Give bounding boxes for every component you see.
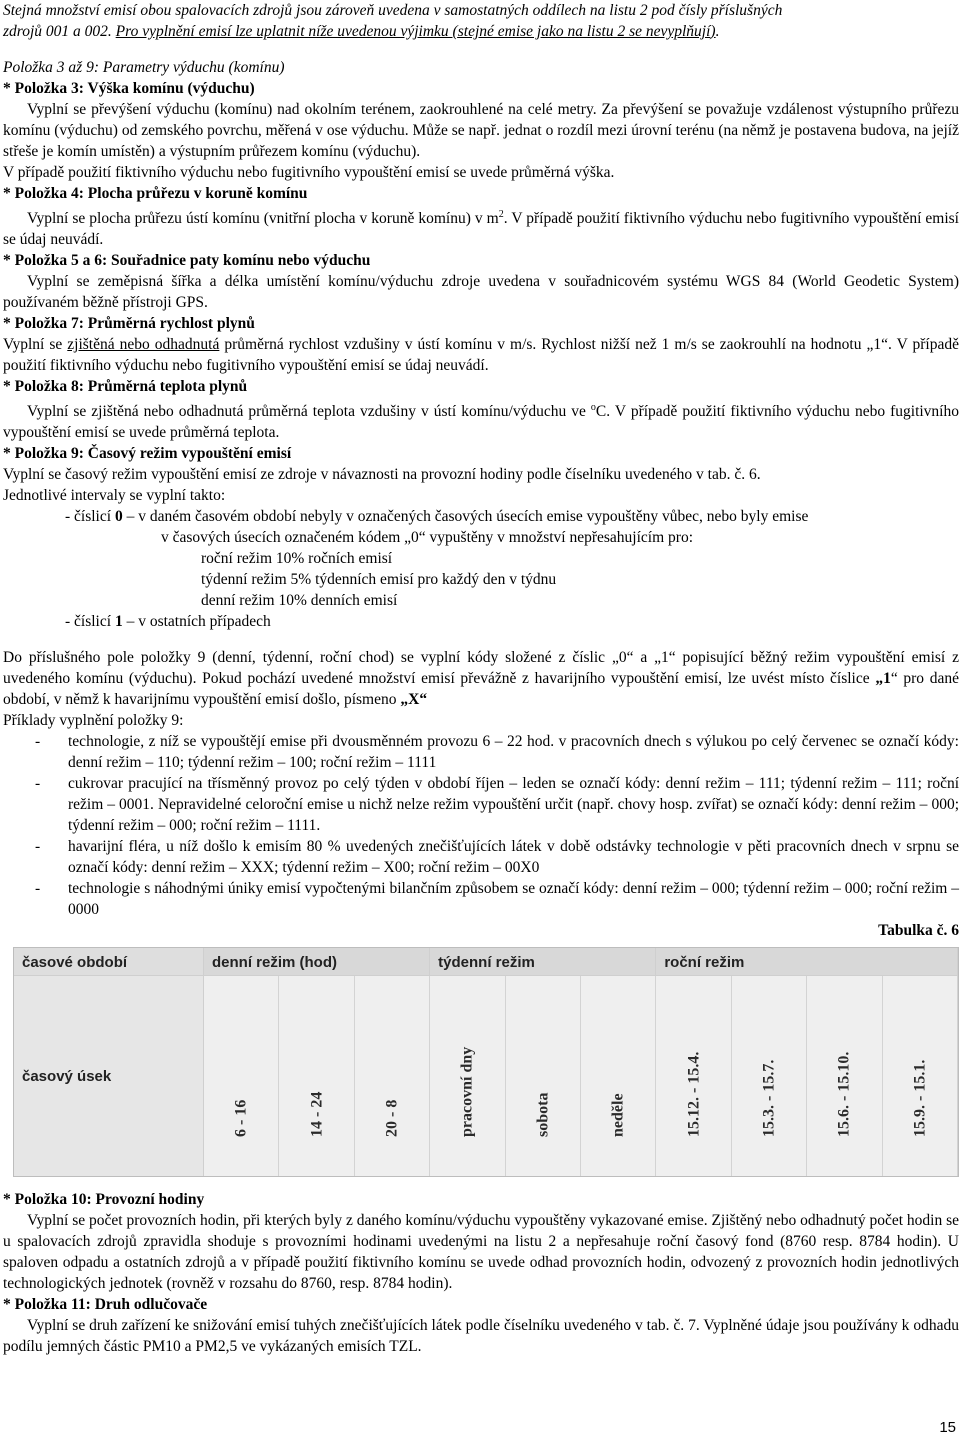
item-4-text-b: . V případě použití fiktivního výduchu nebo fugitivního vypouštění emisí se údaj neuvádí. bbox=[3, 210, 959, 249]
code-zero-yearly: roční režim 10% ročních emisí bbox=[201, 550, 393, 568]
page-number: 15 bbox=[939, 1419, 956, 1436]
item-11-text: Vyplní se druh zařízení ke snižování emisí tuhých znečišťujících látek podle číselníku uvedeného v tab. č. 7. Vyplněné údaje jsou používány k odhadu podílu jemných částic PM10 a PM2,5 ve vykázaných emisích TZL. bbox=[3, 1317, 959, 1356]
code-zero-line bbox=[3, 506, 959, 527]
example-item bbox=[3, 773, 959, 836]
item-10-title: * Položka 10: Provozní hodiny bbox=[3, 1191, 205, 1209]
item-7-text-a: Vyplní se bbox=[3, 336, 68, 354]
table-title: Tabulka č. 6 bbox=[878, 922, 959, 940]
segment-cell bbox=[807, 976, 882, 1176]
example-item bbox=[3, 836, 959, 878]
intro-exception-text: Pro vyplnění emisí lze uplatnit níže uvedenou výjimku ( bbox=[115, 23, 458, 40]
item-10-text: Vyplní se počet provozních hodin, při kterých byly z daného komínu/výduchu vypouštěny vykazované emise. Zjištěný nebo odhadnutý počet hodin se u spalovacích zdrojů zpravidla shoduje s provozními hodinami uvedenými na listu 2 a nepřesahuje roční časový fond (8760 resp. 8784 hodin). U spaloven odpadu a ostatních zdrojů a v případě použití fiktivního komínu se uvede odhad provozních hodin, odvozený z provozních hodin jednotlivých technologických jednotek (rovněž v rozsahu do 8760, resp. 8784 hodin). bbox=[3, 1212, 959, 1293]
item-9-title: * Položka 9: Časový režim vypouštění emisí bbox=[3, 445, 292, 463]
document-page bbox=[3, 0, 959, 1357]
intro-line-1: Stejná množství emisí obou spalovacích zdrojů jsou zároveň uvedena v samostatných oddílech na listu 2 pod čísly příslušných bbox=[3, 2, 783, 19]
item-7-underlined: zjištěná nebo odhadnutá bbox=[67, 336, 220, 354]
intro-line-2-end: . bbox=[715, 23, 720, 40]
item-4-text-a: Vyplní se plocha průřezu ústí komínu (vnitřní plocha v koruně komínu) v m bbox=[27, 210, 499, 228]
code-one-line bbox=[3, 611, 959, 632]
segment-label: 15.9. - 15.1. bbox=[911, 1059, 929, 1138]
code-zero-weekly: týdenní režim 5% týdenních emisí pro každý den v týdnu bbox=[201, 571, 557, 589]
list-dash: - bbox=[35, 775, 41, 793]
item-9-fill-b: „1 bbox=[875, 670, 891, 688]
item-8-superscript: o bbox=[590, 402, 596, 414]
item-3-text-2: V případě použití fiktivního výduchu nebo fugitivního vypouštění emisí se uvede průměrná výška. bbox=[3, 164, 615, 181]
list-dash: - bbox=[35, 838, 41, 856]
header-daily: denní režim (hod) bbox=[204, 948, 430, 976]
section-title: Položka 3 až 9: Parametry výduchu (komínu) bbox=[3, 59, 285, 76]
item-8-title: * Položka 8: Průměrná teplota plynů bbox=[3, 378, 248, 396]
intro-line-2 bbox=[3, 21, 959, 42]
item-9-text: Vyplní se časový režim vypouštění emisí ze zdroje v návaznosti na provozní hodiny podle číselníku uvedeného v tab. č. 6. bbox=[3, 466, 761, 484]
segment-label: 14 - 24 bbox=[308, 1091, 326, 1138]
segment-cell bbox=[656, 976, 731, 1176]
segment-cell bbox=[581, 976, 656, 1176]
item-8-text bbox=[3, 397, 959, 443]
segment-cell bbox=[355, 976, 430, 1176]
item-8-text-a: Vyplní se zjištěná nebo odhadnutá průměrná teplota vzdušiny v ústí komínu/výduchu ve bbox=[27, 403, 591, 421]
example-text: havarijní fléra, u níž došlo k emisím 80 % uvedených znečišťujících látek v době odstávky technologie v pěti pracovních dnech v srpnu se označí kódy: denní režim – XXX; týdenní režim – X00; roční režim – 00X0 bbox=[68, 838, 959, 877]
segment-label: neděle bbox=[609, 1093, 627, 1138]
list-dash: - bbox=[35, 733, 41, 751]
item-9-fill-d: „X“ bbox=[400, 691, 428, 709]
header-yearly: roční režim bbox=[656, 948, 958, 976]
example-text: cukrovar pracující na třísměnný provoz po celý týden v období říjen – leden se označí kódy: denní režim – 111; týdenní režim – 111; roční režim – 0001. Nepravidelné celoroční emise u nichž nelze režim vypouštění určit (např. chovy hosp. zvířat) se označí kódy: denní režim – 000; týdenní režim – 000; roční režim – 1111. bbox=[68, 775, 959, 835]
code-zero-digit: 0 bbox=[114, 508, 123, 526]
segment-label: 15.3. - 15.7. bbox=[760, 1059, 778, 1138]
item-4-superscript: 2 bbox=[498, 209, 504, 220]
row-label: časový úsek bbox=[14, 976, 204, 1176]
code-zero-prefix: - číslicí bbox=[65, 508, 115, 526]
segment-label: 15.6. - 15.10. bbox=[835, 1051, 853, 1138]
item-7-text-b: průměrná rychlost vzdušiny v ústí komínu v m/s. Rychlost nižší než 1 m/s se zaokrouhlí na hodnotu „1“. V případě použití fiktivního výduchu nebo fugitivního vypouštění emisí se údaj neuvádí. bbox=[3, 336, 960, 375]
item-8-text-b: C. V případě použití fiktivního výduchu nebo fugitivního vypouštění emisí se uvede průměrná teplota. bbox=[3, 403, 959, 442]
intro-line-2-start: zdrojů 001 a 002. bbox=[3, 23, 116, 40]
header-weekly: týdenní režim bbox=[430, 948, 656, 976]
item-3-text: Vyplní se převýšení výduchu (komínu) nad okolním terénem, zaokrouhlené na celé metry. Za převýšení se považuje vzdálenost výstupního průřezu komínu (výduchu) od zemského povrchu, měřená v ose výduchu. Může se např. jednat o rozdíl mezi úrovní terénu (na němž je postavena budova, na jejíž střeše je komín umístěn) a výstupním průřezem komínu (výduchu). bbox=[3, 101, 959, 160]
code-zero-desc-2: v časových úsecích označeném kódem „0“ vypuštěny v množství nepřesahujícím pro: bbox=[161, 529, 694, 547]
item-11-title: * Položka 11: Druh odlučovače bbox=[3, 1296, 208, 1314]
item-5-6-text: Vyplní se zeměpisná šířka a délka umístění komínu/výduchu zdroje uvedena v souřadnicovém systému WGS 84 (World Geodetic System) používaném běžně přístroji GPS. bbox=[3, 273, 959, 312]
segment-label: 20 - 8 bbox=[383, 1099, 401, 1138]
example-item bbox=[3, 731, 959, 773]
item-9-fill-a: Do příslušného pole položky 9 (denní, týdenní, roční chod) se vyplní kódy složené z číslic „0“ a „1“ popisující běžný režim vypouštění emisí z uvedeného komínu (výduchu). Pokud pochází uvedené množství emisí převážně z havarijního vypouštění emisí, lze uvést místo číslice bbox=[3, 649, 959, 688]
item-9-fill-c: “ pro dané období, v němž k havarijnímu vypouštění emisí došlo, písmeno bbox=[3, 670, 959, 709]
item-9-fill-text bbox=[3, 647, 959, 710]
list-dash: - bbox=[35, 880, 41, 898]
segment-label: sobota bbox=[534, 1092, 552, 1138]
segment-label: 15.12. - 15.4. bbox=[685, 1051, 703, 1138]
code-one-prefix: - číslicí bbox=[65, 613, 115, 631]
example-item bbox=[3, 878, 959, 920]
segment-cell bbox=[732, 976, 807, 1176]
code-one-digit: 1 bbox=[114, 613, 123, 631]
segment-cell bbox=[506, 976, 581, 1176]
item-9-intervals: Jednotlivé intervaly se vyplní takto: bbox=[3, 487, 226, 505]
code-one-desc: – v ostatních případech bbox=[122, 613, 271, 631]
item-5-6-title: * Položka 5 a 6: Souřadnice paty komínu nebo výduchu bbox=[3, 252, 371, 270]
examples-title: Příklady vyplnění položky 9: bbox=[3, 712, 184, 730]
segment-label: pracovní dny bbox=[458, 1047, 476, 1138]
example-text: technologie s náhodnými úniky emisí vypočtenými bilančním způsobem se označí kódy: denní režim – 000; týdenní režim – 000; roční režim – 0000 bbox=[68, 880, 959, 919]
item-3-title: * Položka 3: Výška komínu (výduchu) bbox=[3, 80, 255, 97]
code-zero-daily: denní režim 10% denních emisí bbox=[201, 592, 398, 610]
segment-cell bbox=[430, 976, 505, 1176]
intro-exception-highlight: stejné emise jako na listu 2 se nevyplňují bbox=[457, 23, 711, 40]
segment-label: 6 - 16 bbox=[232, 1099, 250, 1138]
item-7-text bbox=[3, 334, 959, 376]
segment-cell bbox=[204, 976, 279, 1176]
code-zero-desc: – v daném časovém období nebyly v označených časových úsecích emise vypouštěny vůbec, nebo byly emise bbox=[122, 508, 809, 526]
schedule-grid bbox=[14, 948, 958, 1176]
segment-cell bbox=[883, 976, 958, 1176]
item-4-text bbox=[3, 204, 959, 250]
item-4-title: * Položka 4: Plocha průřezu v koruně komínu bbox=[3, 185, 308, 202]
item-7-title: * Položka 7: Průměrná rychlost plynů bbox=[3, 315, 255, 333]
intro-exception-close: ) bbox=[710, 23, 716, 40]
header-period: časové období bbox=[14, 948, 204, 976]
segment-cell bbox=[279, 976, 354, 1176]
example-text: technologie, z níž se vypouštějí emise při dvousměnném provozu 6 – 22 hod. v pracovních dnech s výlukou po celý červenec se označí kódy: denní režim – 110; týdenní režim – 100; roční režim – 1111 bbox=[68, 733, 959, 772]
schedule-table bbox=[13, 947, 959, 1177]
